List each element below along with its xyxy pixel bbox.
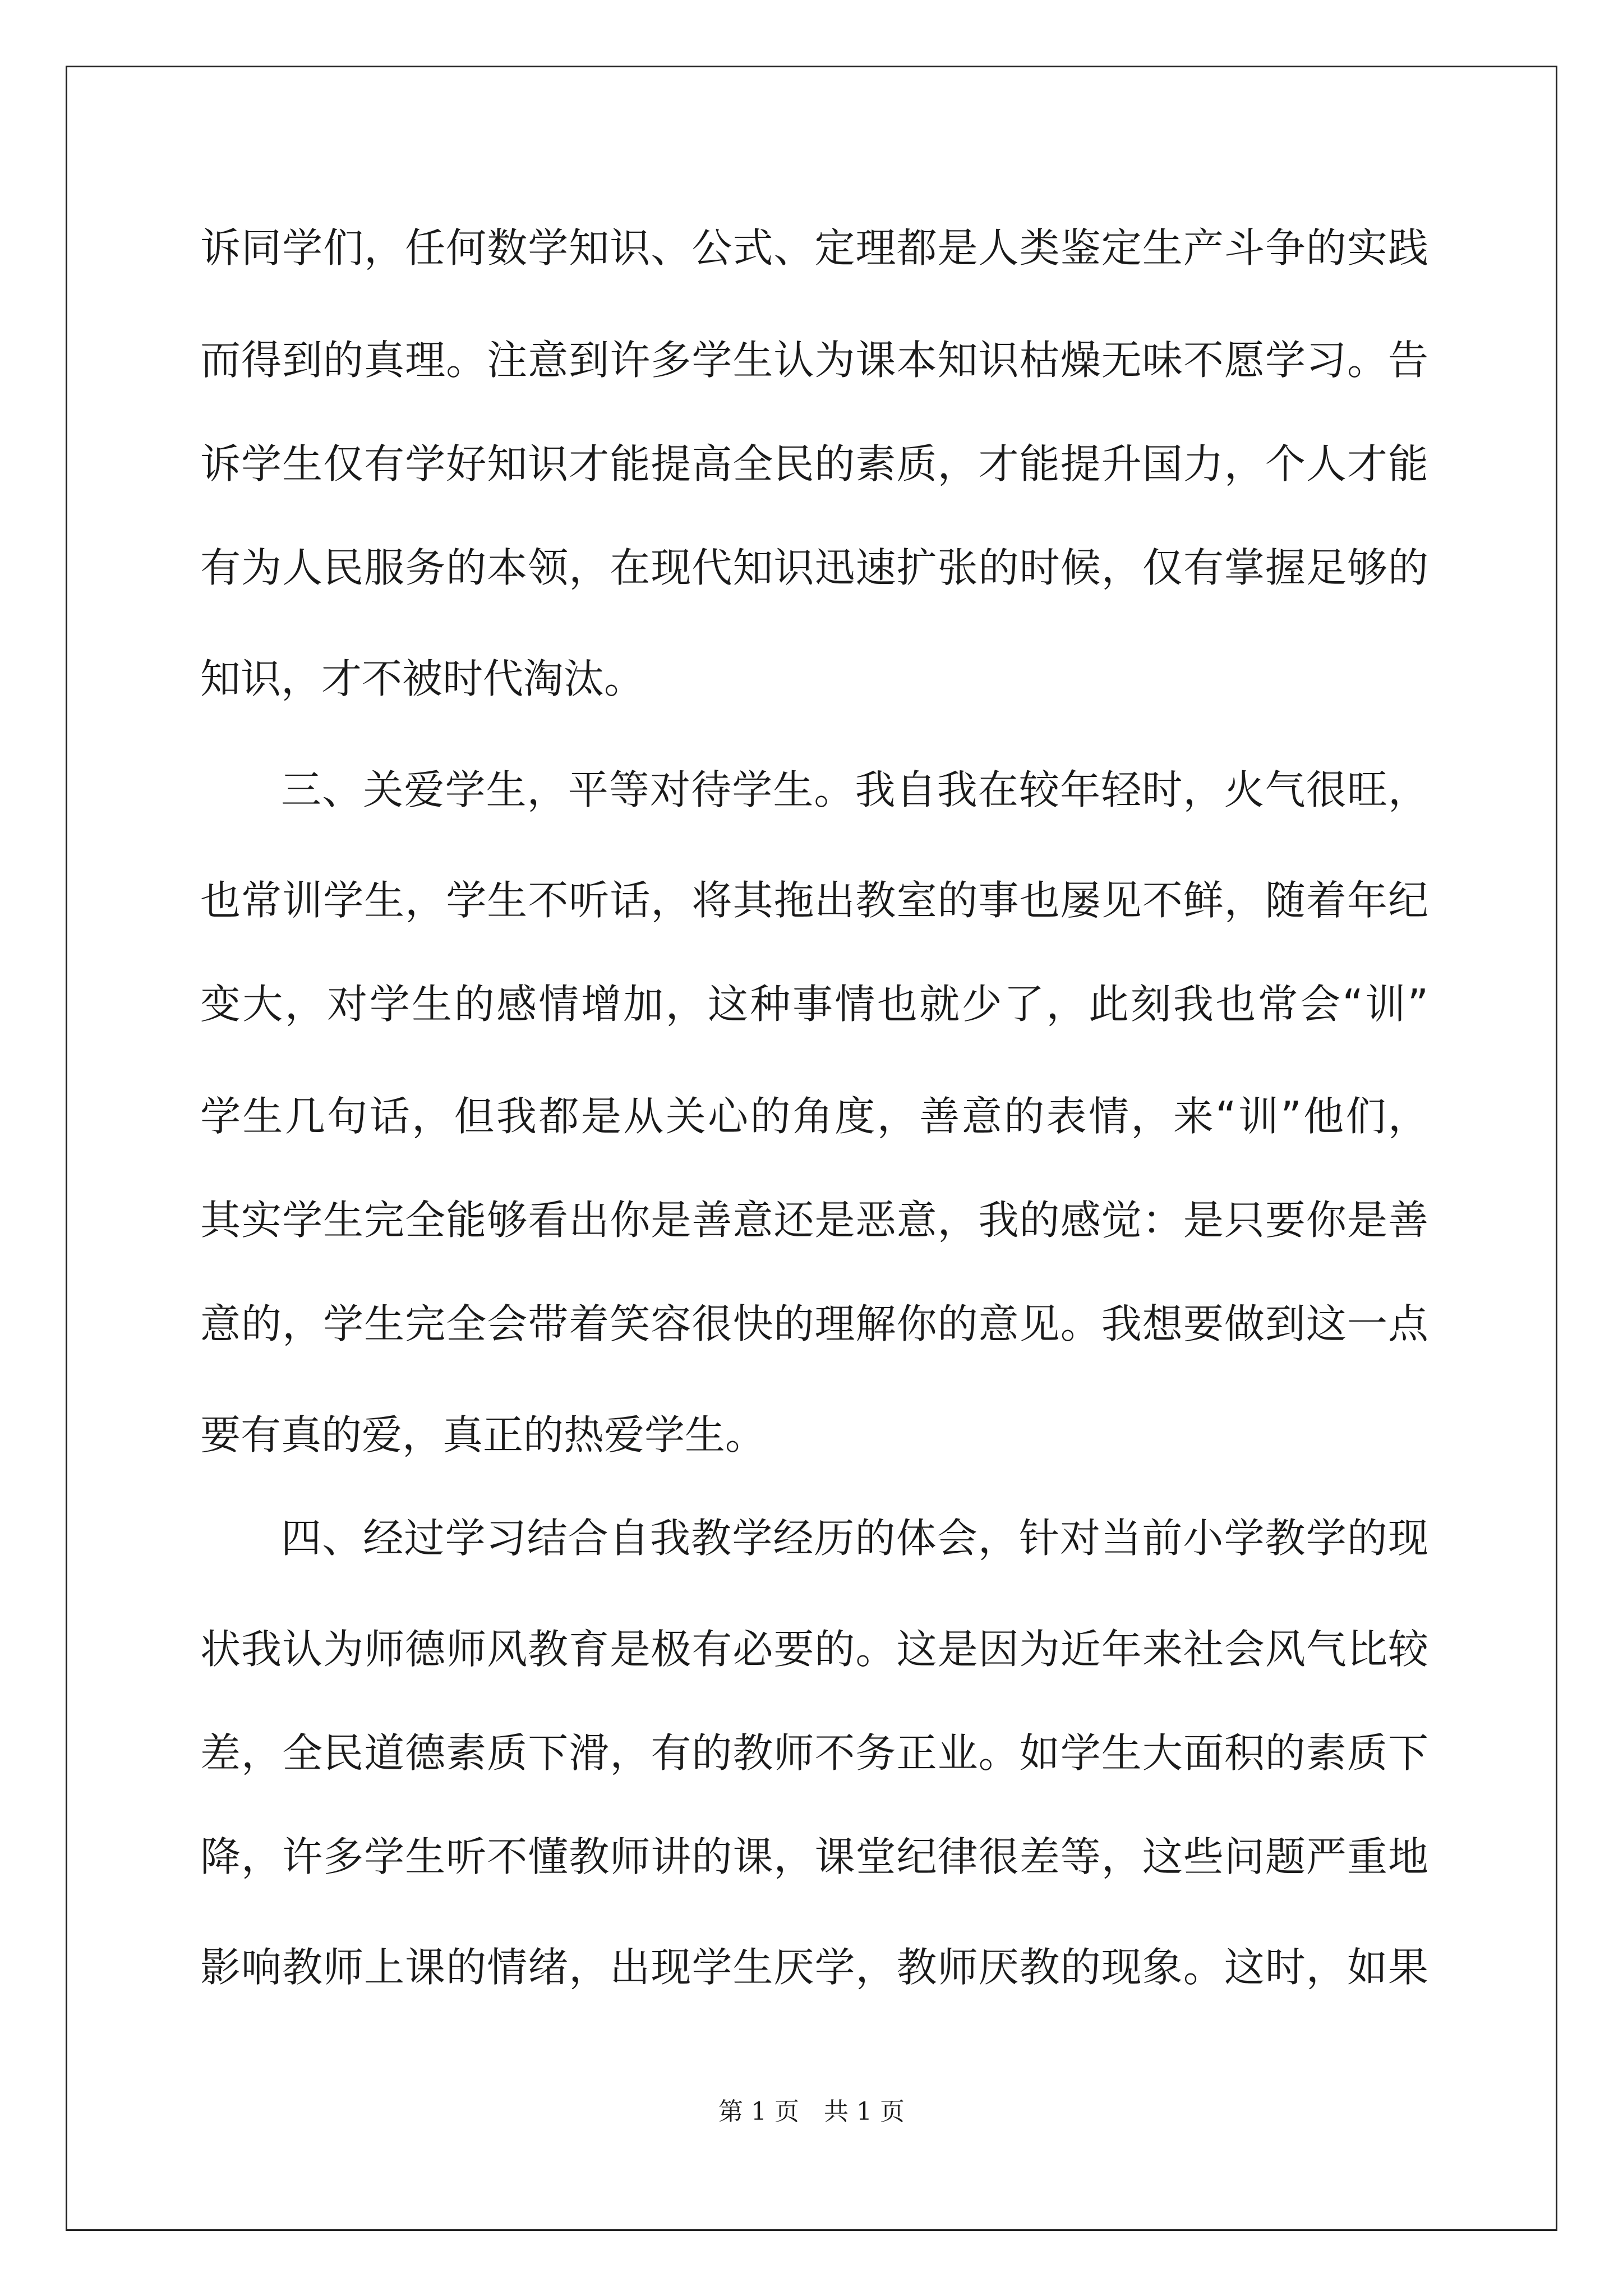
text-line-12: 要有真的爱，真正的热爱学生。: [200, 1411, 766, 1458]
text-line-4: 有为人民服务的本领，在现代知识迅速扩张的时候，仅有掌握足够的: [200, 544, 1428, 591]
text-line-1: 诉同学们，任何数学知识、公式、定理都是人类鉴定生产斗争的实践: [200, 224, 1428, 272]
text-line-14: 状我认为师德师风教育是极有必要的。这是因为近年来社会风气比较: [200, 1626, 1428, 1673]
text-line-9: 学生几句话，但我都是从关心的角度，善意的表情，来“训”他们，: [200, 1093, 1428, 1140]
text-line-15: 差，全民道德素质下滑，有的教师不务正业。如学生大面积的素质下: [200, 1729, 1428, 1777]
page-number-footer: 第 1 页 共 1 页: [718, 2097, 905, 2126]
text-line-7: 也常训学生，学生不听话，将其拖出教室的事也屡见不鲜，随着年纪: [200, 877, 1428, 924]
paragraph-4-first-line: 四、经过学习结合自我教学经历的体会，针对当前小学教学的现: [281, 1515, 1428, 1562]
text-line-8: 变大，对学生的感情增加，这种事情也就少了，此刻我也常会“训”: [200, 981, 1428, 1028]
text-line-11: 意的，学生完全会带着笑容很快的理解你的意见。我想要做到这一点: [200, 1300, 1428, 1347]
paragraph-3-first-line: 三、关爱学生，平等对待学生。我自我在较年轻时，火气很旺，: [281, 766, 1428, 813]
text-line-17: 影响教师上课的情绪，出现学生厌学，教师厌教的现象。这时，如果: [200, 1944, 1428, 1991]
text-line-10: 其实学生完全能够看出你是善意还是恶意，我的感觉：是只要你是善: [200, 1197, 1428, 1244]
text-line-2: 而得到的真理。注意到许多学生认为课本知识枯燥无味不愿学习。告: [200, 337, 1428, 384]
text-line-5: 知识，才不被时代淘汰。: [200, 655, 645, 702]
text-line-3: 诉学生仅有学好知识才能提高全民的素质，才能提升国力，个人才能: [200, 440, 1428, 487]
text-line-16: 降，许多学生听不懂教师讲的课，课堂纪律很差等，这些问题严重地: [200, 1833, 1428, 1880]
